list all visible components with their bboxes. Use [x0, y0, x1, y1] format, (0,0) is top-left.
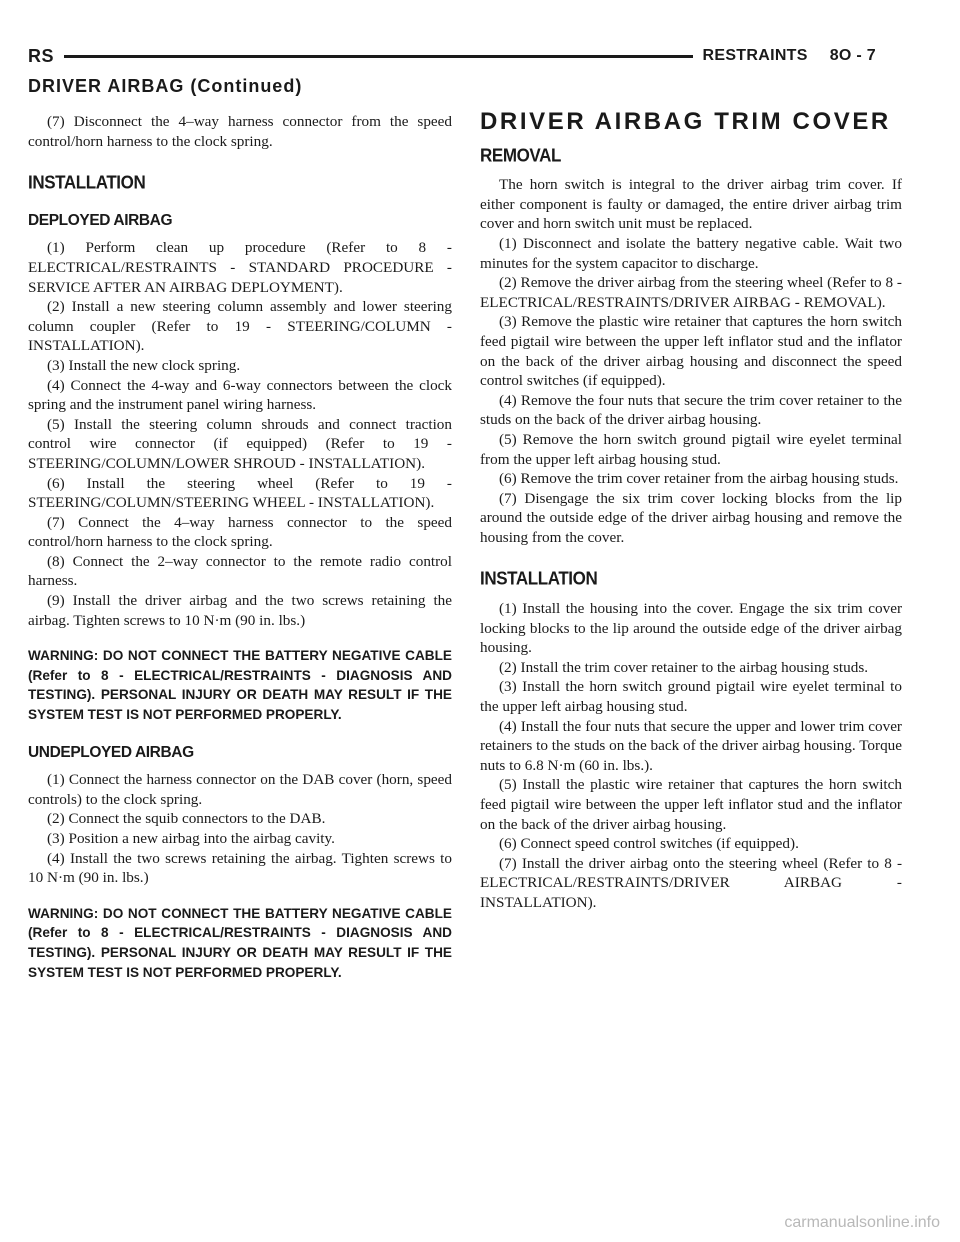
- removal-step: (7) Disengage the six trim cover locking blocks from the lip around the outside edge of the driver airbag housing and remove the housing from the cover.: [480, 489, 902, 546]
- right-column: [480, 108, 902, 913]
- header-section: [703, 47, 877, 65]
- page-header: [28, 42, 876, 70]
- deployed-step: (9) Install the driver airbag and the two screws retaining the airbag. Tighten screws to 10 N·m (90 in. lbs.): [28, 592, 452, 629]
- undeployed-step: (4) Install the two screws retaining the airbag. Tighten screws to 10 N·m (90 in. lbs.): [28, 849, 452, 887]
- header-section-title: RESTRAINTS: [702, 47, 808, 64]
- installation-heading: INSTALLATION: [28, 172, 146, 193]
- warning-text: WARNING: DO NOT CONNECT THE BATTERY NEGATIVE CABLE (Refer to 8 - ELECTRICAL/RESTRAINTS - DIAGNOSIS AND TESTING). PERSONAL INJURY OR DEATH MAY RESULT IF THE SYSTEM TEST IS NOT PERFORMED PROPERLY.: [28, 648, 452, 723]
- header-model-code: RS: [28, 45, 55, 66]
- removal-step: (1) Disconnect and isolate the battery negative cable. Wait two minutes for the system capacitor to discharge.: [480, 234, 902, 272]
- deployed-airbag-heading: DEPLOYED AIRBAG: [28, 211, 173, 229]
- header-rule: [64, 55, 692, 58]
- warning-text: WARNING: DO NOT CONNECT THE BATTERY NEGATIVE CABLE (Refer to 8 - ELECTRICAL/RESTRAINTS - DIAGNOSIS AND TESTING). PERSONAL INJURY OR DEATH MAY RESULT IF THE SYSTEM TEST IS NOT PERFORMED PROPERLY.: [28, 905, 452, 980]
- installation-step: (6) Connect speed control switches (if equipped).: [499, 835, 799, 853]
- deployed-step: (8) Connect the 2–way connector to the remote radio control harness.: [28, 552, 452, 590]
- watermark-link[interactable]: carmanualsonline.info: [784, 1214, 940, 1231]
- deployed-step: (6) Install the steering wheel (Refer to 19 - STEERING/COLUMN/STEERING WHEEL - INSTALLATION).: [28, 474, 452, 512]
- installation-heading: INSTALLATION: [480, 568, 598, 590]
- deployed-step: (2) Install a new steering column assembly and lower steering column coupler (Refer to 19 - STEERING/COLUMN - INSTALLATION).: [28, 298, 452, 355]
- removal-step: (5) Remove the horn switch ground pigtail wire eyelet terminal from the upper left airbag housing stud.: [480, 430, 902, 468]
- removal-step: (4) Remove the four nuts that secure the trim cover retainer to the studs on the back of the driver airbag housing.: [480, 391, 902, 429]
- deployed-step: (7) Connect the 4–way harness connector to the speed control/horn harness to the clock spring.: [28, 513, 452, 551]
- section-title: DRIVER AIRBAG TRIM COVER: [480, 108, 891, 135]
- installation-step: (7) Install the driver airbag onto the steering wheel (Refer to 8 - ELECTRICAL/RESTRAINTS/DRIVER AIRBAG - INSTALLATION).: [480, 854, 902, 911]
- installation-step: (4) Install the four nuts that secure the upper and lower trim cover retainers to the studs on the back of the driver airbag housing. Torque nuts to 6.8 N·m (60 in. lbs.).: [480, 717, 902, 774]
- removal-step: (2) Remove the driver airbag from the steering wheel (Refer to 8 - ELECTRICAL/RESTRAINTS/DRIVER AIRBAG - REMOVAL).: [480, 274, 902, 311]
- deployed-step: (5) Install the steering column shrouds and connect traction control wire connector (if equipped) (Refer to 19 - STEERING/COLUMN/LOWER SHROUD - INSTALLATION).: [28, 415, 452, 472]
- removal-heading: REMOVAL: [480, 144, 561, 166]
- installation-step: (2) Install the trim cover retainer to the airbag housing studs.: [499, 658, 869, 676]
- undeployed-airbag-heading: UNDEPLOYED AIRBAG: [28, 743, 194, 761]
- page-number: 8O - 7: [829, 47, 876, 64]
- installation-step: (3) Install the horn switch ground pigtail wire eyelet terminal to the upper left airbag housing stud.: [480, 678, 902, 716]
- left-column: [28, 112, 452, 1000]
- deployed-step: (1) Perform clean up procedure (Refer to 8 - ELECTRICAL/RESTRAINTS - STANDARD PROCEDURE - SERVICE AFTER AN AIRBAG DEPLOYMENT).: [28, 239, 452, 296]
- deployed-step: (3) Install the new clock spring.: [47, 356, 241, 374]
- intro-step: (7) Disconnect the 4–way harness connector from the speed control/horn harness to the clock spring.: [28, 113, 452, 150]
- removal-step: (6) Remove the trim cover retainer from the airbag housing studs.: [499, 470, 899, 488]
- removal-intro: The horn switch is integral to the driver airbag trim cover. If either component is faulty or damaged, the entire driver airbag trim cover and horn switch unit must be replaced.: [480, 176, 902, 233]
- undeployed-step: (2) Connect the squib connectors to the DAB.: [47, 810, 326, 828]
- undeployed-step: (1) Connect the harness connector on the DAB cover (horn, speed controls) to the clock spring.: [28, 771, 452, 808]
- undeployed-step: (3) Position a new airbag into the airbag cavity.: [47, 830, 335, 847]
- deployed-step: (4) Connect the 4-way and 6-way connectors between the clock spring and the instrument panel wiring harness.: [28, 376, 452, 414]
- continued-heading: DRIVER AIRBAG (Continued): [28, 76, 303, 96]
- removal-step: (3) Remove the plastic wire retainer that captures the horn switch feed pigtail wire between the upper left inflator stud and the inflator on the back of the driver airbag housing and disconnect the speed control switches (if equipped).: [480, 313, 902, 390]
- installation-step: (5) Install the plastic wire retainer that captures the horn switch feed pigtail wire between the upper left inflator stud and the inflator on the back of the driver airbag housing.: [480, 776, 902, 833]
- installation-step: (1) Install the housing into the cover. Engage the six trim cover locking blocks to the lip around the outside edge of the driver airbag housing.: [480, 600, 902, 657]
